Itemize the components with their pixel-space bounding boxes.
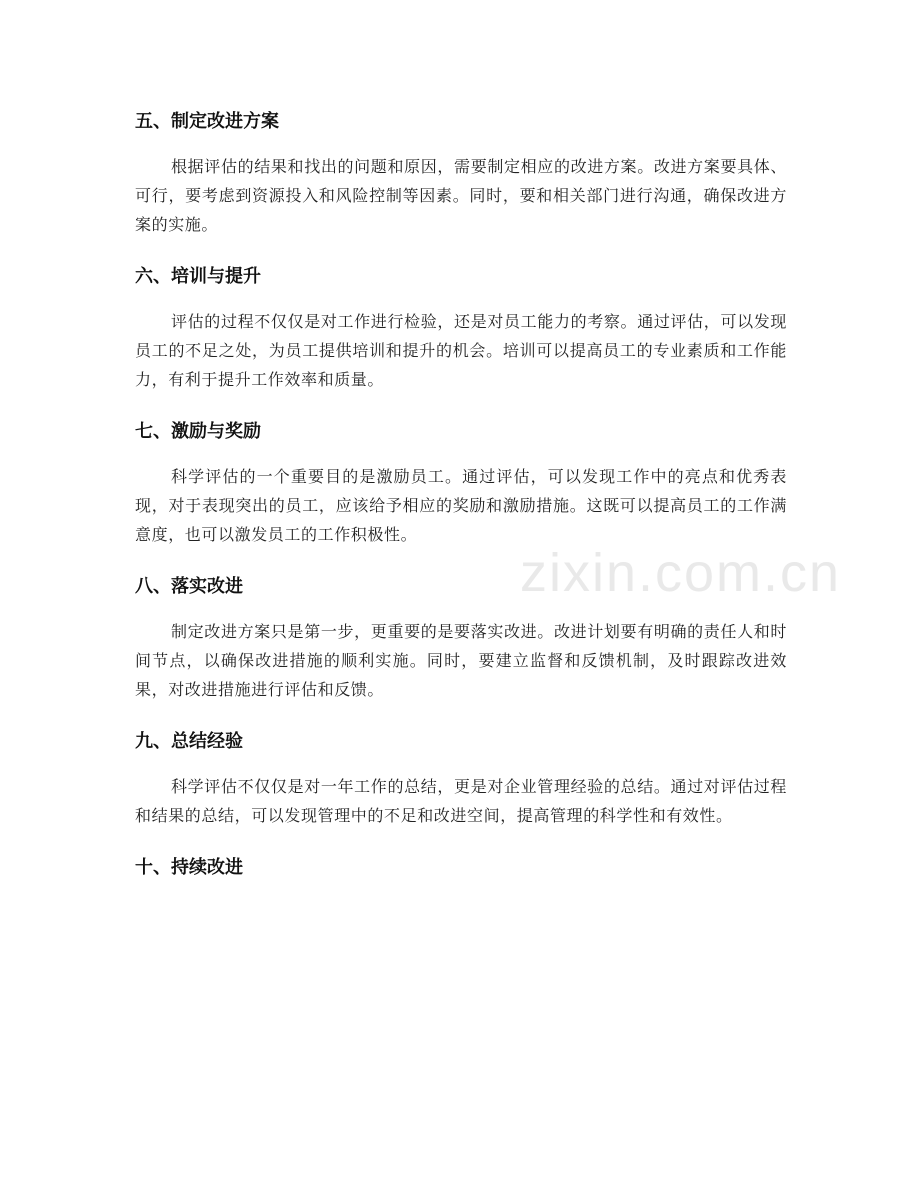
section-paragraph: 评估的过程不仅仅是对工作进行检验，还是对员工能力的考察。通过评估，可以发现员工的不足之处，为员工提供培训和提升的机会。培训可以提高员工的专业素质和工作能力，有利于提升工作效率和质量。	[135, 312, 787, 389]
section-9	[135, 724, 787, 830]
section-heading: 八、落实改进	[135, 576, 243, 597]
section-10	[135, 850, 787, 886]
document-content	[135, 104, 787, 898]
section-paragraph: 根据评估的结果和找出的问题和原因，需要制定相应的改进方案。改进方案要具体、可行，要考虑到资源投入和风险控制等因素。同时，要和相关部门进行沟通，确保改进方案的实施。	[135, 157, 787, 234]
section-6	[135, 259, 787, 394]
section-heading: 九、总结经验	[135, 731, 243, 752]
section-heading: 六、培训与提升	[135, 266, 261, 287]
section-heading: 七、激励与奖励	[135, 421, 261, 442]
section-paragraph: 科学评估不仅仅是对一年工作的总结，更是对企业管理经验的总结。通过对评估过程和结果的总结，可以发现管理中的不足和改进空间，提高管理的科学性和有效性。	[135, 777, 787, 825]
section-8	[135, 569, 787, 704]
watermark: zixin.com.cn	[520, 543, 842, 603]
section-heading: 五、制定改进方案	[135, 111, 279, 132]
section-7	[135, 414, 787, 549]
section-5	[135, 104, 787, 239]
section-heading: 十、持续改进	[135, 857, 243, 878]
section-paragraph: 科学评估的一个重要目的是激励员工。通过评估，可以发现工作中的亮点和优秀表现，对于表现突出的员工，应该给予相应的奖励和激励措施。这既可以提高员工的工作满意度，也可以激发员工的工作积极性。	[135, 467, 787, 544]
section-paragraph: 制定改进方案只是第一步，更重要的是要落实改进。改进计划要有明确的责任人和时间节点，以确保改进措施的顺利实施。同时，要建立监督和反馈机制，及时跟踪改进效果，对改进措施进行评估和反馈。	[135, 622, 787, 699]
